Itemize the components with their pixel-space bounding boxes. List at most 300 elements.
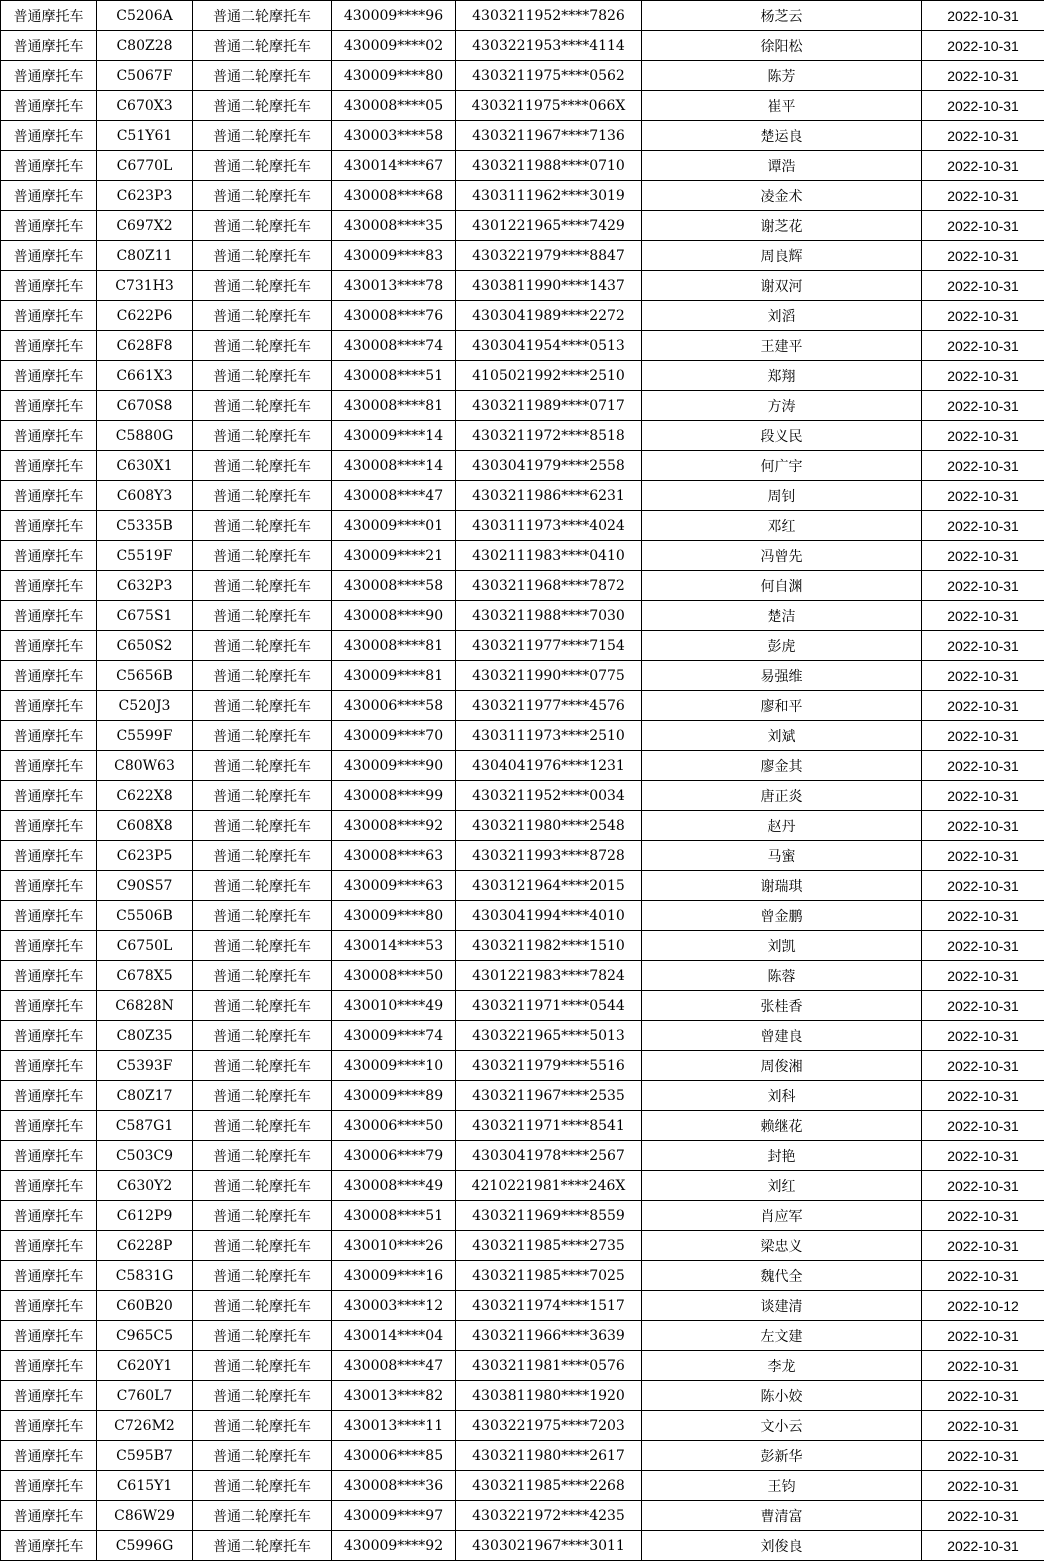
record-code-cell: 430009****97 [332,1501,456,1531]
id-number-cell: 4303121964****2015 [456,871,642,901]
date-cell: 2022-10-31 [922,1261,1044,1291]
owner-name-cell: 邓红 [642,511,922,541]
record-code-cell: 430009****96 [332,1,456,31]
date-cell: 2022-10-31 [922,1531,1044,1561]
id-number-cell: 4303221965****5013 [456,1021,642,1051]
plate-number-cell: C623P5 [97,841,193,871]
owner-name-cell: 曹清富 [642,1501,922,1531]
vehicle-model-cell: 普通二轮摩托车 [193,331,332,361]
id-number-cell: 4303211969****8559 [456,1201,642,1231]
id-number-cell: 4303211975****0562 [456,61,642,91]
records-body [1,1,1044,1561]
date-cell: 2022-10-31 [922,301,1044,331]
id-number-cell: 4303041978****2567 [456,1141,642,1171]
record-code-cell: 430008****47 [332,1351,456,1381]
date-cell: 2022-10-31 [922,901,1044,931]
id-number-cell: 4303211967****2535 [456,1081,642,1111]
id-number-cell: 4303221979****8847 [456,241,642,271]
vehicle-type-cell: 普通摩托车 [1,1261,97,1291]
owner-name-cell: 崔平 [642,91,922,121]
owner-name-cell: 刘滔 [642,301,922,331]
owner-name-cell: 刘红 [642,1171,922,1201]
owner-name-cell: 谢芝花 [642,211,922,241]
owner-name-cell: 陈蓉 [642,961,922,991]
owner-name-cell: 梁忠义 [642,1231,922,1261]
plate-number-cell: C661X3 [97,361,193,391]
vehicle-model-cell: 普通二轮摩托车 [193,811,332,841]
vehicle-type-cell: 普通摩托车 [1,1,97,31]
table-row [1,1231,1044,1261]
table-row [1,1291,1044,1321]
plate-number-cell: C670S8 [97,391,193,421]
id-number-cell: 4303041954****0513 [456,331,642,361]
owner-name-cell: 刘斌 [642,721,922,751]
plate-number-cell: C670X3 [97,91,193,121]
record-code-cell: 430009****14 [332,421,456,451]
owner-name-cell: 封艳 [642,1141,922,1171]
record-code-cell: 430006****85 [332,1441,456,1471]
id-number-cell: 4303811990****1437 [456,271,642,301]
plate-number-cell: C675S1 [97,601,193,631]
owner-name-cell: 楚运良 [642,121,922,151]
vehicle-model-cell: 普通二轮摩托车 [193,511,332,541]
date-cell: 2022-10-31 [922,991,1044,1021]
id-number-cell: 4303211974****1517 [456,1291,642,1321]
owner-name-cell: 廖金其 [642,751,922,781]
record-code-cell: 430013****78 [332,271,456,301]
table-row [1,1471,1044,1501]
owner-name-cell: 杨芝云 [642,1,922,31]
record-code-cell: 430008****50 [332,961,456,991]
vehicle-type-cell: 普通摩托车 [1,361,97,391]
vehicle-model-cell: 普通二轮摩托车 [193,451,332,481]
id-number-cell: 4304041976****1231 [456,751,642,781]
record-code-cell: 430014****04 [332,1321,456,1351]
vehicle-type-cell: 普通摩托车 [1,1441,97,1471]
vehicle-type-cell: 普通摩托车 [1,631,97,661]
plate-number-cell: C622X8 [97,781,193,811]
vehicle-model-cell: 普通二轮摩托车 [193,61,332,91]
plate-number-cell: C650S2 [97,631,193,661]
id-number-cell: 4301221983****7824 [456,961,642,991]
owner-name-cell: 唐正炎 [642,781,922,811]
table-row [1,1351,1044,1381]
owner-name-cell: 陈小姣 [642,1381,922,1411]
id-number-cell: 4303811980****1920 [456,1381,642,1411]
owner-name-cell: 郑翔 [642,361,922,391]
owner-name-cell: 张桂香 [642,991,922,1021]
vehicle-model-cell: 普通二轮摩托车 [193,211,332,241]
plate-number-cell: C587G1 [97,1111,193,1141]
vehicle-model-cell: 普通二轮摩托车 [193,901,332,931]
id-number-cell: 4303211968****7872 [456,571,642,601]
plate-number-cell: C80Z11 [97,241,193,271]
vehicle-model-cell: 普通二轮摩托车 [193,1471,332,1501]
table-row [1,1201,1044,1231]
date-cell: 2022-10-31 [922,331,1044,361]
date-cell: 2022-10-31 [922,1441,1044,1471]
date-cell: 2022-10-31 [922,1111,1044,1141]
record-code-cell: 430009****89 [332,1081,456,1111]
date-cell: 2022-10-31 [922,1021,1044,1051]
record-code-cell: 430009****90 [332,751,456,781]
owner-name-cell: 王建平 [642,331,922,361]
owner-name-cell: 何自渊 [642,571,922,601]
record-code-cell: 430009****01 [332,511,456,541]
vehicle-model-cell: 普通二轮摩托车 [193,1051,332,1081]
vehicle-type-cell: 普通摩托车 [1,811,97,841]
id-number-cell: 4303211990****0775 [456,661,642,691]
date-cell: 2022-10-31 [922,601,1044,631]
vehicle-type-cell: 普通摩托车 [1,1501,97,1531]
table-row [1,1111,1044,1141]
date-cell: 2022-10-31 [922,1081,1044,1111]
vehicle-model-cell: 普通二轮摩托车 [193,241,332,271]
vehicle-type-cell: 普通摩托车 [1,511,97,541]
plate-number-cell: C5996G [97,1531,193,1561]
plate-number-cell: C697X2 [97,211,193,241]
vehicle-type-cell: 普通摩托车 [1,901,97,931]
id-number-cell: 4303041979****2558 [456,451,642,481]
owner-name-cell: 魏代全 [642,1261,922,1291]
table-row [1,541,1044,571]
date-cell: 2022-10-31 [922,1231,1044,1261]
vehicle-type-cell: 普通摩托车 [1,1201,97,1231]
record-code-cell: 430008****92 [332,811,456,841]
table-row [1,1051,1044,1081]
vehicle-type-cell: 普通摩托车 [1,1141,97,1171]
date-cell: 2022-10-31 [922,211,1044,241]
plate-number-cell: C51Y61 [97,121,193,151]
id-number-cell: 4303021967****3011 [456,1531,642,1561]
table-row [1,451,1044,481]
id-number-cell: 4303211967****7136 [456,121,642,151]
plate-number-cell: C615Y1 [97,1471,193,1501]
owner-name-cell: 方涛 [642,391,922,421]
owner-name-cell: 廖和平 [642,691,922,721]
id-number-cell: 4303211952****7826 [456,1,642,31]
vehicle-type-cell: 普通摩托车 [1,1321,97,1351]
vehicle-type-cell: 普通摩托车 [1,781,97,811]
vehicle-type-cell: 普通摩托车 [1,391,97,421]
record-code-cell: 430008****81 [332,631,456,661]
vehicle-model-cell: 普通二轮摩托车 [193,1501,332,1531]
record-code-cell: 430009****80 [332,901,456,931]
vehicle-model-cell: 普通二轮摩托车 [193,1351,332,1381]
date-cell: 2022-10-31 [922,451,1044,481]
plate-number-cell: C622P6 [97,301,193,331]
owner-name-cell: 冯曾先 [642,541,922,571]
vehicle-model-cell: 普通二轮摩托车 [193,121,332,151]
vehicle-model-cell: 普通二轮摩托车 [193,1381,332,1411]
date-cell: 2022-10-31 [922,1201,1044,1231]
table-row [1,181,1044,211]
id-number-cell: 4301221965****7429 [456,211,642,241]
vehicle-model-cell: 普通二轮摩托车 [193,1,332,31]
vehicle-type-cell: 普通摩托车 [1,721,97,751]
vehicle-type-cell: 普通摩托车 [1,1111,97,1141]
vehicle-model-cell: 普通二轮摩托车 [193,991,332,1021]
record-code-cell: 430014****53 [332,931,456,961]
vehicle-model-cell: 普通二轮摩托车 [193,871,332,901]
plate-number-cell: C5506B [97,901,193,931]
owner-name-cell: 周钊 [642,481,922,511]
record-code-cell: 430003****58 [332,121,456,151]
table-row [1,271,1044,301]
date-cell: 2022-10-31 [922,31,1044,61]
record-code-cell: 430008****58 [332,571,456,601]
id-number-cell: 4303211985****2268 [456,1471,642,1501]
plate-number-cell: C5880G [97,421,193,451]
vehicle-model-cell: 普通二轮摩托车 [193,1021,332,1051]
vehicle-model-cell: 普通二轮摩托车 [193,1321,332,1351]
record-code-cell: 430009****21 [332,541,456,571]
plate-number-cell: C5206A [97,1,193,31]
vehicle-type-cell: 普通摩托车 [1,571,97,601]
table-row [1,211,1044,241]
id-number-cell: 4303111973****4024 [456,511,642,541]
plate-number-cell: C80Z28 [97,31,193,61]
vehicle-type-cell: 普通摩托车 [1,1351,97,1381]
date-cell: 2022-10-31 [922,661,1044,691]
vehicle-model-cell: 普通二轮摩托车 [193,421,332,451]
owner-name-cell: 谢双河 [642,271,922,301]
id-number-cell: 4303211982****1510 [456,931,642,961]
date-cell: 2022-10-31 [922,961,1044,991]
record-code-cell: 430008****35 [332,211,456,241]
plate-number-cell: C965C5 [97,1321,193,1351]
plate-number-cell: C608Y3 [97,481,193,511]
vehicle-model-cell: 普通二轮摩托车 [193,541,332,571]
vehicle-model-cell: 普通二轮摩托车 [193,481,332,511]
owner-name-cell: 王钧 [642,1471,922,1501]
vehicle-type-cell: 普通摩托车 [1,241,97,271]
table-row [1,1411,1044,1441]
id-number-cell: 4303211988****0710 [456,151,642,181]
owner-name-cell: 文小云 [642,1411,922,1441]
vehicle-model-cell: 普通二轮摩托车 [193,1141,332,1171]
vehicle-type-cell: 普通摩托车 [1,541,97,571]
vehicle-model-cell: 普通二轮摩托车 [193,691,332,721]
table-row [1,871,1044,901]
vehicle-type-cell: 普通摩托车 [1,1471,97,1501]
vehicle-model-cell: 普通二轮摩托车 [193,301,332,331]
vehicle-type-cell: 普通摩托车 [1,1291,97,1321]
vehicle-model-cell: 普通二轮摩托车 [193,721,332,751]
owner-name-cell: 肖应军 [642,1201,922,1231]
record-code-cell: 430008****47 [332,481,456,511]
vehicle-model-cell: 普通二轮摩托车 [193,931,332,961]
plate-number-cell: C5335B [97,511,193,541]
plate-number-cell: C678X5 [97,961,193,991]
table-row [1,691,1044,721]
vehicle-model-cell: 普通二轮摩托车 [193,31,332,61]
record-code-cell: 430009****81 [332,661,456,691]
owner-name-cell: 陈芳 [642,61,922,91]
vehicle-model-cell: 普通二轮摩托车 [193,91,332,121]
table-row [1,511,1044,541]
id-number-cell: 4303211966****3639 [456,1321,642,1351]
vehicle-type-cell: 普通摩托车 [1,31,97,61]
record-code-cell: 430009****10 [332,1051,456,1081]
date-cell: 2022-10-31 [922,1471,1044,1501]
vehicle-model-cell: 普通二轮摩托车 [193,571,332,601]
record-code-cell: 430008****76 [332,301,456,331]
id-number-cell: 4210221981****246X [456,1171,642,1201]
vehicle-model-cell: 普通二轮摩托车 [193,1171,332,1201]
vehicle-type-cell: 普通摩托车 [1,601,97,631]
owner-name-cell: 刘凯 [642,931,922,961]
table-row [1,1501,1044,1531]
owner-name-cell: 赵丹 [642,811,922,841]
table-row [1,1261,1044,1291]
vehicle-type-cell: 普通摩托车 [1,871,97,901]
record-code-cell: 430013****82 [332,1381,456,1411]
vehicle-type-cell: 普通摩托车 [1,1531,97,1561]
record-code-cell: 430009****83 [332,241,456,271]
vehicle-model-cell: 普通二轮摩托车 [193,601,332,631]
table-row [1,301,1044,331]
id-number-cell: 4303211985****7025 [456,1261,642,1291]
date-cell: 2022-10-31 [922,1501,1044,1531]
owner-name-cell: 刘科 [642,1081,922,1111]
id-number-cell: 4303211989****0717 [456,391,642,421]
record-code-cell: 430008****36 [332,1471,456,1501]
id-number-cell: 4303211972****8518 [456,421,642,451]
record-code-cell: 430008****51 [332,361,456,391]
plate-number-cell: C630Y2 [97,1171,193,1201]
vehicle-model-cell: 普通二轮摩托车 [193,361,332,391]
table-row [1,481,1044,511]
record-code-cell: 430009****92 [332,1531,456,1561]
vehicle-model-cell: 普通二轮摩托车 [193,391,332,421]
vehicle-type-cell: 普通摩托车 [1,931,97,961]
record-code-cell: 430008****05 [332,91,456,121]
vehicle-type-cell: 普通摩托车 [1,481,97,511]
owner-name-cell: 谭浩 [642,151,922,181]
table-row [1,61,1044,91]
date-cell: 2022-10-31 [922,781,1044,811]
plate-number-cell: C628F8 [97,331,193,361]
vehicle-model-cell: 普通二轮摩托车 [193,631,332,661]
vehicle-type-cell: 普通摩托车 [1,301,97,331]
table-row [1,91,1044,121]
date-cell: 2022-10-31 [922,1051,1044,1081]
owner-name-cell: 易强维 [642,661,922,691]
id-number-cell: 4303221972****4235 [456,1501,642,1531]
record-code-cell: 430008****14 [332,451,456,481]
record-code-cell: 430009****70 [332,721,456,751]
owner-name-cell: 左文建 [642,1321,922,1351]
table-row [1,1441,1044,1471]
vehicle-model-cell: 普通二轮摩托车 [193,1201,332,1231]
owner-name-cell: 何广宇 [642,451,922,481]
id-number-cell: 4303211971****0544 [456,991,642,1021]
vehicle-type-cell: 普通摩托车 [1,991,97,1021]
record-code-cell: 430009****63 [332,871,456,901]
plate-number-cell: C595B7 [97,1441,193,1471]
plate-number-cell: C5831G [97,1261,193,1291]
date-cell: 2022-10-31 [922,1381,1044,1411]
vehicle-type-cell: 普通摩托车 [1,1411,97,1441]
date-cell: 2022-10-31 [922,1141,1044,1171]
date-cell: 2022-10-31 [922,91,1044,121]
table-row [1,781,1044,811]
record-code-cell: 430008****49 [332,1171,456,1201]
plate-number-cell: C632P3 [97,571,193,601]
plate-number-cell: C5393F [97,1051,193,1081]
date-cell: 2022-10-31 [922,1,1044,31]
vehicle-model-cell: 普通二轮摩托车 [193,961,332,991]
vehicle-model-cell: 普通二轮摩托车 [193,271,332,301]
table-row [1,1141,1044,1171]
record-code-cell: 430009****74 [332,1021,456,1051]
date-cell: 2022-10-31 [922,1411,1044,1441]
date-cell: 2022-10-31 [922,571,1044,601]
id-number-cell: 4303211952****0034 [456,781,642,811]
date-cell: 2022-10-31 [922,241,1044,271]
vehicle-type-cell: 普通摩托车 [1,61,97,91]
owner-name-cell: 彭虎 [642,631,922,661]
plate-number-cell: C80Z35 [97,1021,193,1051]
vehicle-type-cell: 普通摩托车 [1,211,97,241]
table-row [1,631,1044,661]
record-code-cell: 430008****99 [332,781,456,811]
id-number-cell: 4303211986****6231 [456,481,642,511]
owner-name-cell: 李龙 [642,1351,922,1381]
table-row [1,1,1044,31]
record-code-cell: 430008****74 [332,331,456,361]
owner-name-cell: 周俊湘 [642,1051,922,1081]
plate-number-cell: C6750L [97,931,193,961]
record-code-cell: 430009****02 [332,31,456,61]
record-code-cell: 430008****68 [332,181,456,211]
vehicle-model-cell: 普通二轮摩托车 [193,1261,332,1291]
date-cell: 2022-10-31 [922,361,1044,391]
date-cell: 2022-10-31 [922,271,1044,301]
vehicle-type-cell: 普通摩托车 [1,181,97,211]
owner-name-cell: 周良辉 [642,241,922,271]
plate-number-cell: C6770L [97,151,193,181]
vehicle-type-cell: 普通摩托车 [1,451,97,481]
id-number-cell: 4303211988****7030 [456,601,642,631]
table-row [1,361,1044,391]
id-number-cell: 4303211979****5516 [456,1051,642,1081]
record-code-cell: 430006****50 [332,1111,456,1141]
plate-number-cell: C726M2 [97,1411,193,1441]
id-number-cell: 4303211980****2548 [456,811,642,841]
date-cell: 2022-10-31 [922,1171,1044,1201]
plate-number-cell: C630X1 [97,451,193,481]
owner-name-cell: 谈建清 [642,1291,922,1321]
vehicle-type-cell: 普通摩托车 [1,1171,97,1201]
date-cell: 2022-10-31 [922,931,1044,961]
date-cell: 2022-10-31 [922,691,1044,721]
vehicle-type-cell: 普通摩托车 [1,91,97,121]
plate-number-cell: C80Z17 [97,1081,193,1111]
vehicle-type-cell: 普通摩托车 [1,961,97,991]
plate-number-cell: C760L7 [97,1381,193,1411]
date-cell: 2022-10-31 [922,841,1044,871]
id-number-cell: 4303211980****2617 [456,1441,642,1471]
vehicle-type-cell: 普通摩托车 [1,751,97,781]
table-row [1,31,1044,61]
vehicle-type-cell: 普通摩托车 [1,661,97,691]
plate-number-cell: C5519F [97,541,193,571]
record-code-cell: 430003****12 [332,1291,456,1321]
plate-number-cell: C80W63 [97,751,193,781]
record-code-cell: 430008****51 [332,1201,456,1231]
